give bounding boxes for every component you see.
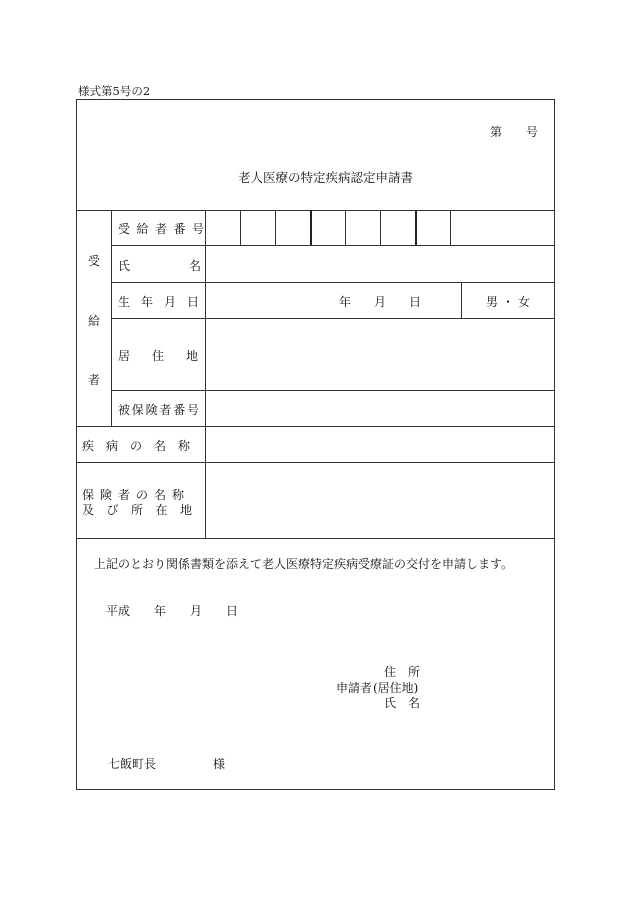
recipient-group-label: 受 [88, 254, 101, 268]
application-form [76, 99, 555, 790]
date-era: 平成 [106, 604, 131, 618]
date-year: 年 [154, 604, 167, 618]
address-input[interactable] [206, 319, 554, 390]
date-day: 日 [226, 604, 239, 618]
divider [111, 282, 554, 283]
form-title: 老人医療の特定疾病認定申請書 [238, 170, 414, 185]
applicant-residence-label: (居住地) [373, 681, 419, 695]
sex-options[interactable]: 男・女 [486, 295, 535, 309]
applicant-name-label: 氏 名 [384, 696, 421, 710]
divider [77, 538, 554, 539]
disease-name-input[interactable] [206, 427, 554, 462]
number-suffix: 号 [526, 125, 539, 139]
name-label: 名 [189, 259, 202, 273]
date-month: 月 [190, 604, 203, 618]
form-number: 様式第5号の2 [78, 84, 151, 98]
insurer-input[interactable] [206, 463, 554, 538]
digit-box-divider [450, 210, 451, 245]
disease-name-label: 疾病の名称 [82, 439, 203, 453]
declaration-text: 上記のとおり関係書類を添えて老人医療特定疾病受療証の交付を申請します。 [94, 557, 514, 571]
recipient-number-input[interactable] [206, 211, 450, 245]
addressee-honorific: 様 [213, 757, 226, 771]
birthdate-month: 月 [374, 295, 387, 309]
birthdate-year: 年 [339, 295, 352, 309]
insurer-label: 及び所在地 [82, 503, 205, 517]
name-label: 氏 [118, 259, 131, 273]
insured-number-label: 被保険者番号 [118, 403, 201, 417]
name-input[interactable] [206, 246, 554, 282]
recipient-group-label: 者 [88, 373, 101, 387]
addressee-name: 七飯町長 [108, 757, 157, 771]
number-prefix: 第 [490, 125, 503, 139]
birthdate-label: 生年月日 [118, 295, 211, 309]
insurer-label: 保険者の名称 [82, 488, 191, 502]
recipient-group-label: 給 [88, 314, 101, 328]
recipient-number-label: 受給者番号 [118, 222, 211, 236]
address-label: 居住地 [118, 349, 221, 363]
applicant-address-label: 住 所 [384, 665, 421, 679]
insured-number-input[interactable] [206, 391, 554, 426]
divider [461, 282, 462, 318]
divider [111, 210, 112, 426]
applicant-label: 申請者 [336, 681, 373, 695]
birthdate-day: 日 [409, 295, 422, 309]
